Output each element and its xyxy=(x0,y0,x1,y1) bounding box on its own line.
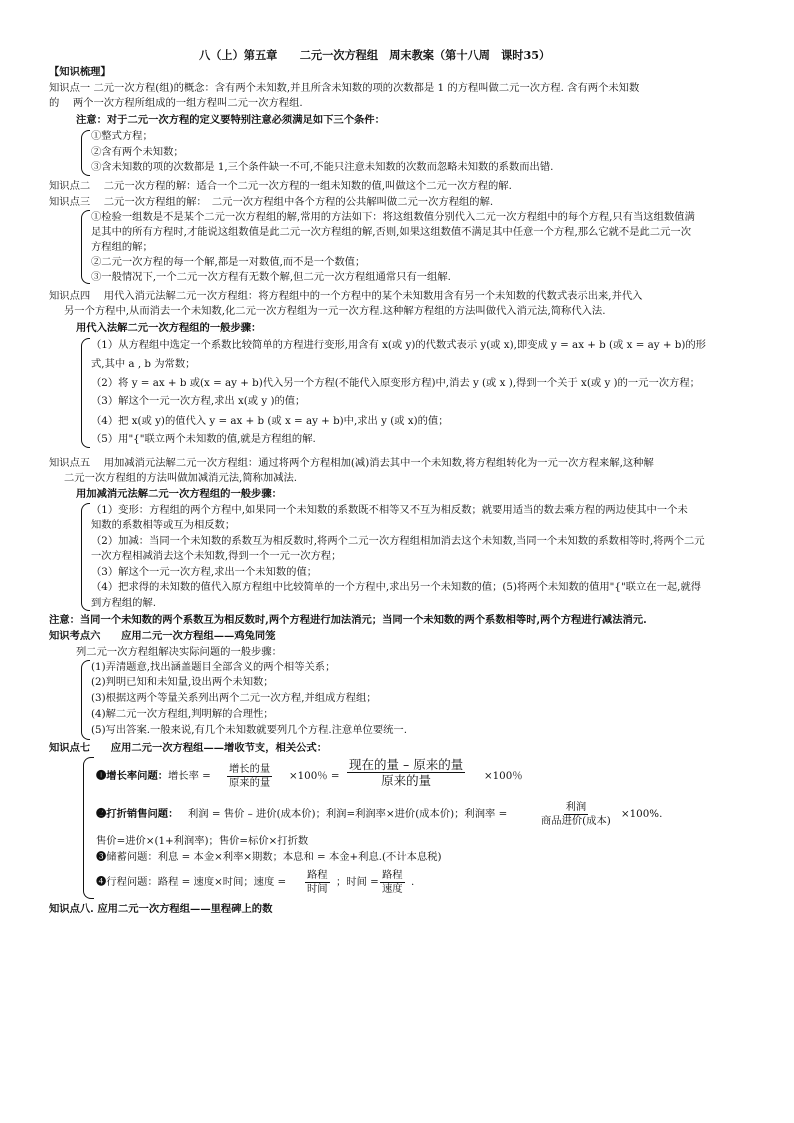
profit-rate-denominator: 商品进价(成本) xyxy=(541,815,611,827)
brace xyxy=(81,338,90,448)
kp5-step-2: （2）加减：当同一个未知数的系数互为相反数时,将两个二元一次方程组相加消去这个未知数,当同一个未知数的系数相等时,将两个二元 xyxy=(91,535,705,547)
kp3-note-1-cont: 足其中的所有方程时,才能说这组数值是此二元一次方程组的解,否则,如果这组数值不满足其中任意一个方程,那么它就不是此二元一次 xyxy=(91,226,692,238)
time-numerator: 路程 xyxy=(382,869,403,881)
discount-tail: ×100%. xyxy=(621,808,663,820)
time-fraction xyxy=(380,869,405,896)
brace xyxy=(81,130,90,176)
kp8-heading: 知识点八. 应用二元一次方程组——里程碑上的数 xyxy=(49,903,273,915)
growth-multiplier: ×100％ = xyxy=(289,770,340,782)
kp6-step-4: (4)解二元一次方程组,判明解的合理性； xyxy=(91,708,274,720)
brace xyxy=(83,757,94,899)
travel-tail: . xyxy=(411,876,415,888)
condition-1: ①整式方程； xyxy=(91,130,153,142)
growth-numerator-2: 现在的量 – 原来的量 xyxy=(349,757,464,772)
profit-rate-numerator: 利润 xyxy=(565,801,587,813)
kp6-step-5: (5)写出答案.一般来说,有几个未知数就要列几个方程.注意单位要统一. xyxy=(91,724,407,736)
speed-numerator: 路程 xyxy=(307,869,328,881)
kp5-note: 注意：当同一个未知数的两个系数互为相反数时,两个方程进行加法消元；当同一个未知数的两个系数相等时,两个方程进行减法消元. xyxy=(49,614,647,626)
kp4-substitution: 知识点四 用代入消元法解二元一次方程组：将方程组中的一个方程中的某个未知数用含有另一个未知数的代数式表示出来,并代入 xyxy=(49,290,643,302)
kp4-steps-heading: 用代入法解二元一次方程组的一般步骤： xyxy=(76,322,262,334)
kp2-solution: 知识点二 二元一次方程的解：适合一个二元一次方程的一组未知数的值,叫做这个二元一次方程的解. xyxy=(49,180,512,192)
kp3-note-1: ①检验一组数是不是某个二元一次方程组的解,常用的方法如下：将这组数值分别代入二元一次方程组中的每个方程,只有当这组数值满 xyxy=(91,211,695,223)
kp4-step-4: （4）把 x(或 y)的值代入 y = ax + b (或 x = ay + b)中,求出 y (或 x)的值； xyxy=(91,415,449,427)
kp5-step-3: （3）解这个一元一次方程,求出一个未知数的值； xyxy=(91,566,318,578)
kp3-system-solution: 知识点三 二元一次方程组的解： 二元一次方程组中各个方程的公共解叫做二元一次方程组的解. xyxy=(49,196,494,208)
kp4-step-5: （5）用"{"联立两个未知数的值,就是方程组的解. xyxy=(91,433,316,445)
kp6-step-2: (2)判明已知和未知量,设出两个未知数； xyxy=(91,676,274,688)
kp6-steps-heading: 列二元一次方程组解决实际问题的一般步骤： xyxy=(76,646,282,658)
growth-rate-prefix: 增长率 = xyxy=(168,770,211,782)
kp5-step-2-cont: 一次方程相减消去这个未知数,得到一个一元一次方程； xyxy=(91,550,342,562)
kp5-steps-heading: 用加减消元法解二元一次方程组的一般步骤： xyxy=(76,488,282,500)
sale-price-formula: 售价=进价×(1+利润率)；售价=标价×打折数 xyxy=(96,835,309,847)
kp3-note-2: ②二元一次方程的每一个解,都是一对数值,而不是一个数值； xyxy=(91,256,366,268)
kp4-step-1-cont: 式,其中 a , b 为常数； xyxy=(91,358,196,370)
kp1-definition: 知识点一 二元一次方程(组)的概念：含有两个未知数,并且所含未知数的项的次数都是 1 的方程叫做二元一次方程. 含有两个未知数 xyxy=(49,82,640,94)
growth-rate-label: ❶增长率问题： xyxy=(96,770,169,782)
profit-rate-fraction xyxy=(539,801,613,828)
kp7-heading: 知识点七 应用二元一次方程组——增收节支，相关公式： xyxy=(49,742,328,754)
kp4-step-3: （3）解这个一元一次方程,求出 x(或 y )的值； xyxy=(91,395,306,407)
brace xyxy=(81,660,90,740)
growth-denominator: 原来的量 xyxy=(229,777,271,789)
note-three-conditions: 注意：对于二元一次方程的定义要特别注意必须满足如下三个条件： xyxy=(76,114,385,126)
kp5-step-4: （4）把求得的未知数的值代入原方程组中比较简单的一个方程中,求出另一个未知数的值；(5)将两个未知数的值用"{"联立在一起,就得 xyxy=(91,581,702,593)
kp5-step-1: （1）变形：方程组的两个方程中,如果同一个未知数的系数既不相等又不互为相反数；就要用适当的数去乘方程的两边使其中一个未 xyxy=(91,504,688,516)
kp6-heading: 知识考点六 应用二元一次方程组——鸡兔同笼 xyxy=(49,630,276,642)
condition-3: ③含未知数的项的次数都是 1,三个条件缺一不可,不能只注意未知数的次数而忽略未知数的系数而出错. xyxy=(91,161,554,173)
brace xyxy=(81,503,90,611)
discount-text: 利润 = 售价 – 进价(成本价)；利润=利润率×进价(成本价)；利润率 = xyxy=(188,808,508,820)
travel-mid: ；时间 = xyxy=(336,876,379,888)
kp3-note-1-end: 方程组的解； xyxy=(91,241,153,253)
page-title: 八（上）第五章 二元一次方程组 周末教案（第十八周 课时35） xyxy=(199,48,551,62)
kp3-note-3: ③一般情况下,一个二元一次方程有无数个解,但二元一次方程组通常只有一组解. xyxy=(91,271,451,283)
condition-2: ②含有两个未知数； xyxy=(91,146,184,158)
kp5-step-1-cont: 知数的系数相等或互为相反数； xyxy=(91,519,236,531)
growth-tail: ×100％ xyxy=(484,770,523,782)
kp5-elimination: 知识点五 用加减消元法解二元一次方程组：通过将两个方程相加(减)消去其中一个未知数,将方程组转化为一元一次方程来解,这种解 xyxy=(49,457,654,469)
speed-fraction xyxy=(305,869,330,896)
kp5-step-4-cont: 到方程组的解. xyxy=(91,597,157,609)
kp6-step-1: (1)弄清题意,找出涵盖题目全部含义的两个相等关系； xyxy=(91,661,336,673)
kp4-step-2: （2）将 y = ax + b 或(x = ay + b)代入另一个方程(不能代入原变形方程)中,消去 y (或 x ),得到一个关于 x(或 y )的一元一次方程； xyxy=(91,377,700,389)
section-header: 【知识梳理】 xyxy=(49,66,111,78)
growth-denominator-2: 原来的量 xyxy=(381,773,432,788)
deposit-formula: ❸储蓄问题：利息 = 本金×利率×期数；本息和 = 本金+利息.(不计本息税) xyxy=(96,851,442,863)
kp6-step-3: (3)根据这两个等量关系列出两个二元一次方程,并组成方程组； xyxy=(91,692,377,704)
kp4-step-1: （1）从方程组中选定一个系数比较简单的方程进行变形,用含有 x(或 y)的代数式表示 y(或 x),即变成 y = ax + b (或 x = ay + b)的形 xyxy=(91,339,706,351)
kp1-definition-cont: 的 两个一次方程所组成的一组方程叫二元一次方程组. xyxy=(49,97,303,109)
speed-denominator: 时间 xyxy=(307,883,328,895)
discount-label: ❷打折销售问题： xyxy=(96,808,179,820)
brace xyxy=(81,210,90,284)
kp5-elimination-cont: 二元一次方程组的方法叫做加减消元法,简称加减法. xyxy=(64,472,298,484)
kp4-substitution-cont: 另一个方程中,从而消去一个未知数,化二元一次方程组为一元一次方程.这种解方程组的方法叫做代入消元法,简称代入法. xyxy=(64,305,606,317)
growth-numerator: 增长的量 xyxy=(229,763,271,775)
travel-label: ❹行程问题：路程 = 速度×时间；速度 = xyxy=(96,876,287,888)
growth-fraction xyxy=(227,763,272,790)
time-denominator: 速度 xyxy=(382,883,403,895)
growth-fraction-2 xyxy=(347,757,465,788)
